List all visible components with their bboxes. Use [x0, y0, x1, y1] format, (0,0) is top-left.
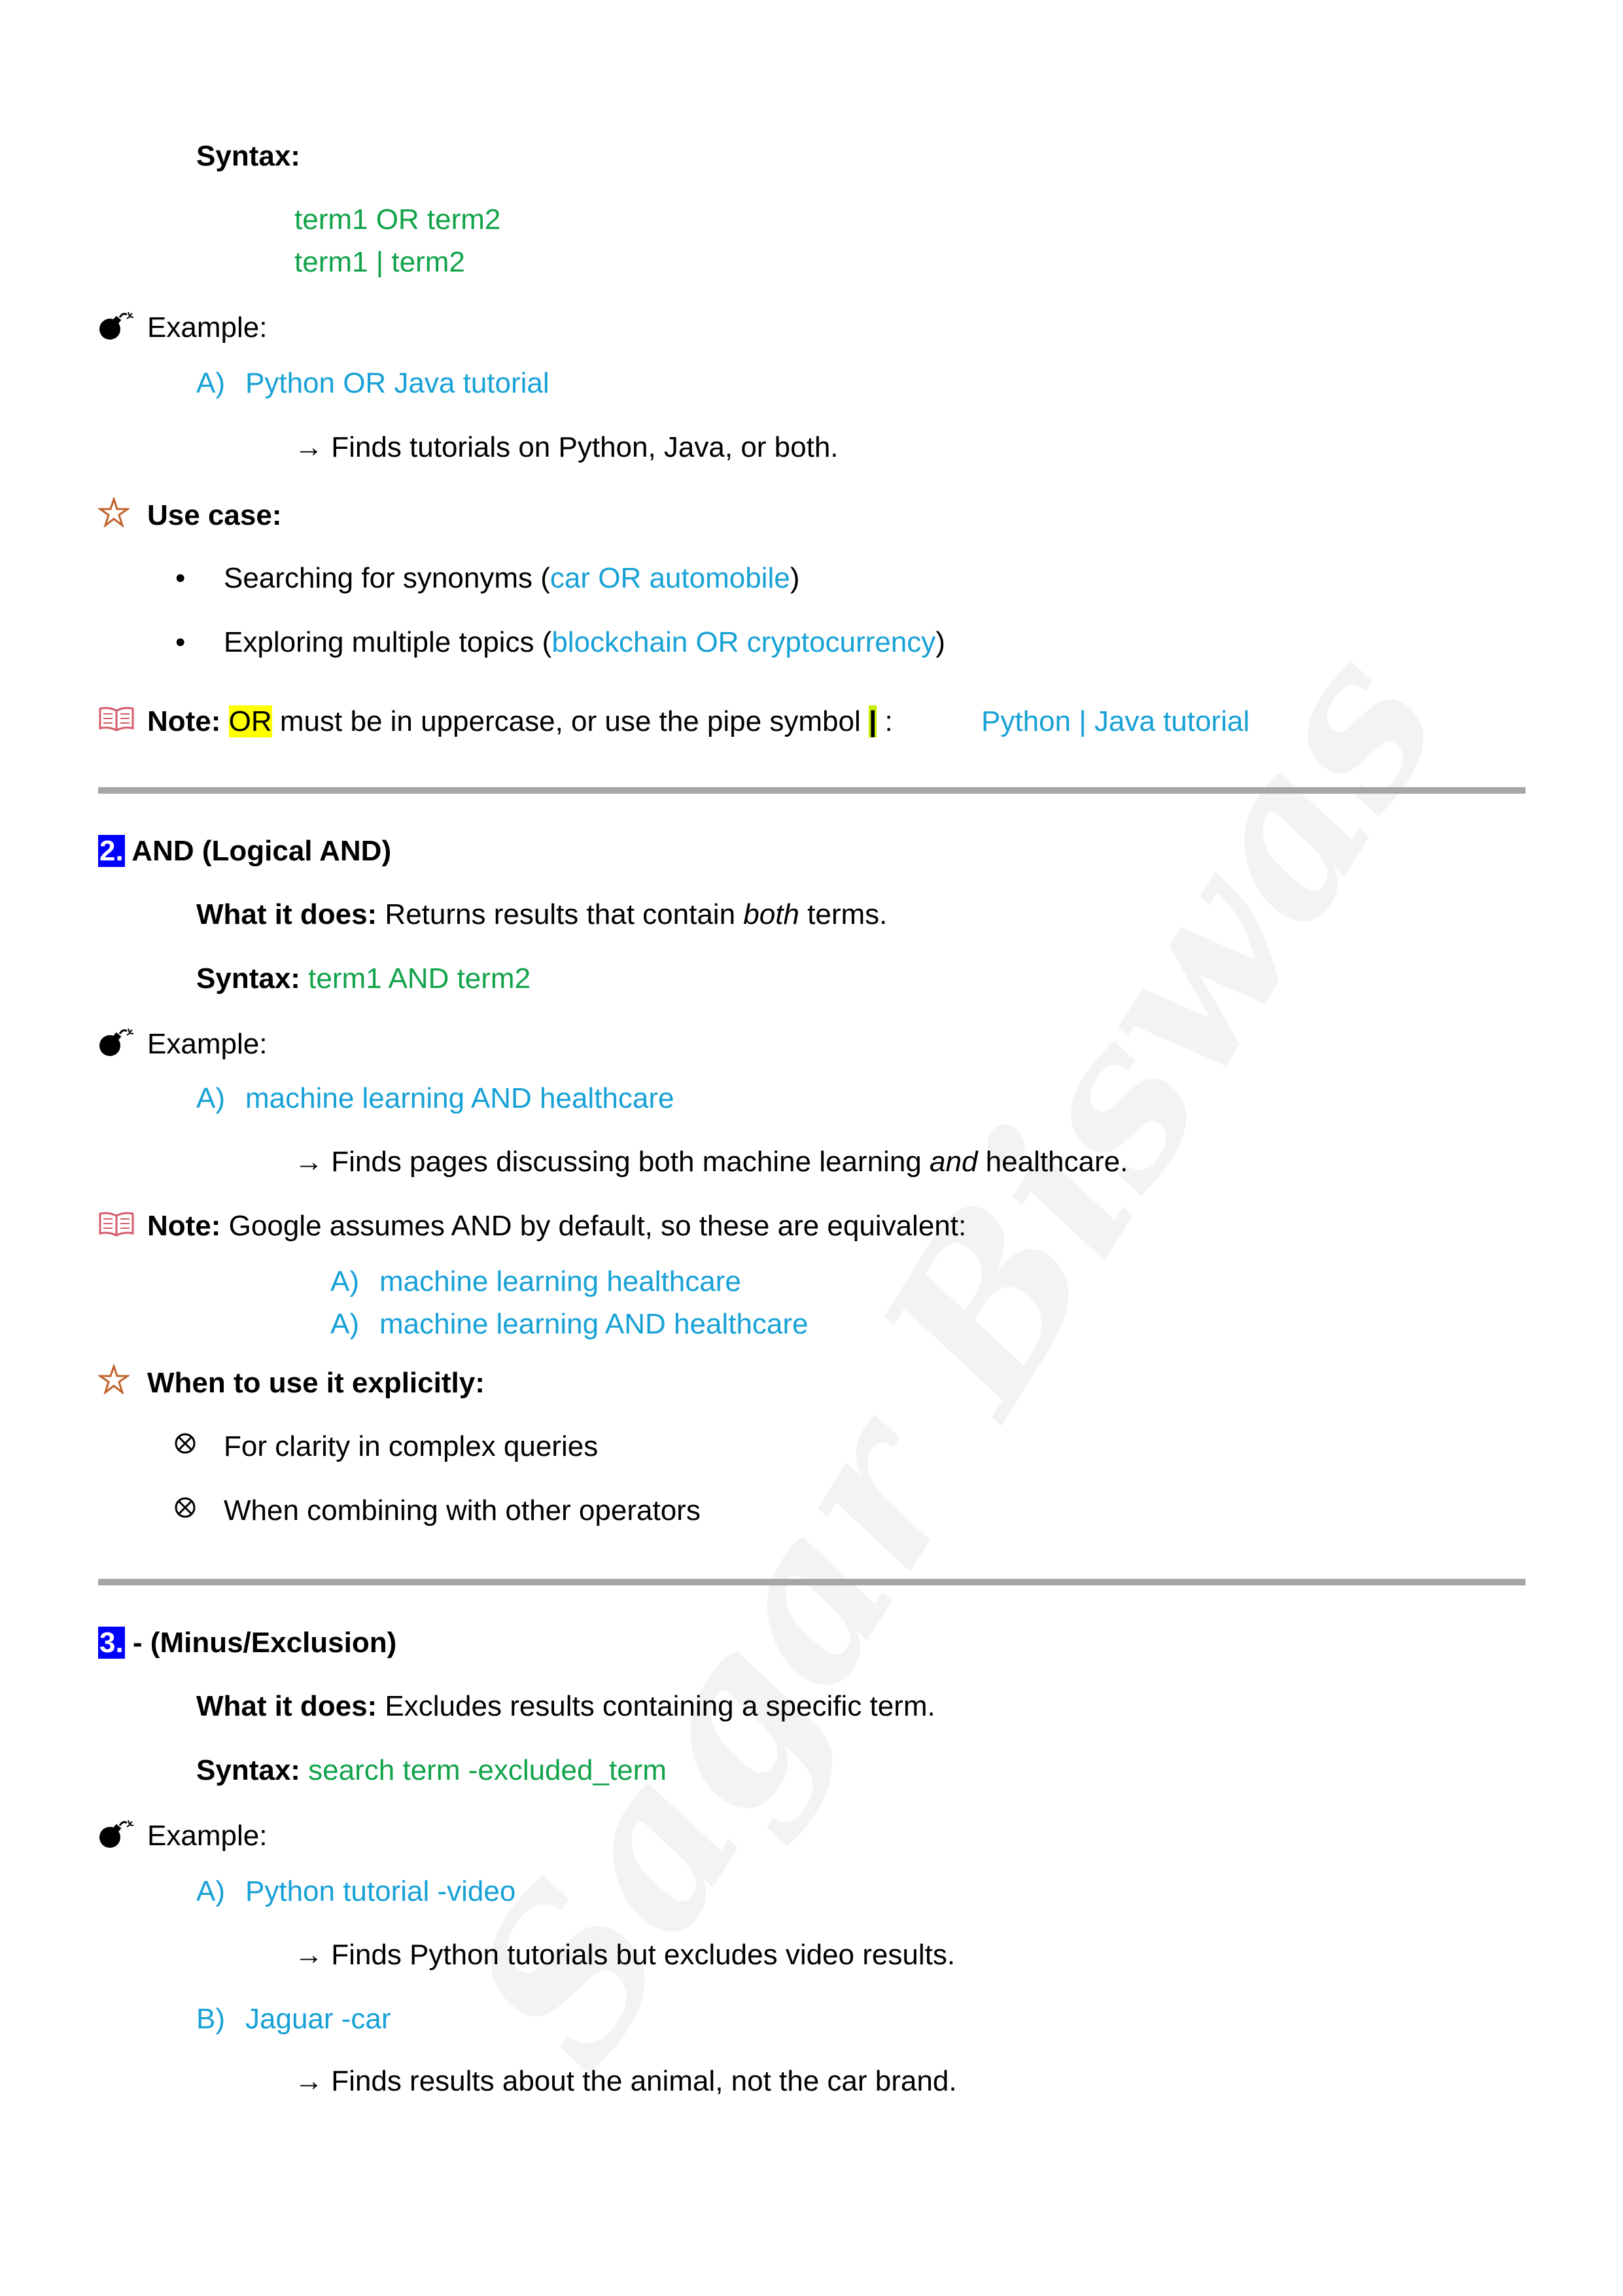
minus-heading: 3. - (Minus/Exclusion) — [99, 1627, 397, 1659]
or-syntax-label: Syntax: — [196, 140, 300, 172]
open-book-icon — [98, 705, 135, 732]
minus-example-result-2: → Finds results about the animal, not the car brand. — [294, 2065, 957, 2097]
minus-example-marker-1: A) — [196, 1875, 225, 1907]
minus-what-it-does: What it does: Excludes results containing a specific term. — [196, 1690, 935, 1722]
circled-times-icon — [173, 1496, 197, 1519]
and-example-query: machine learning AND healthcare — [245, 1082, 674, 1114]
open-book-icon — [98, 1210, 135, 1237]
and-when-item-1: For clarity in complex queries — [224, 1430, 599, 1462]
or-syntax-line-2: term1 | term2 — [294, 246, 465, 278]
minus-syntax: Syntax: search term -excluded_term — [196, 1754, 667, 1786]
bullet-dot-2: • — [175, 626, 186, 658]
and-note: Note: Google assumes AND by default, so these are equivalent: — [147, 1210, 967, 1242]
use-case-item-1: Searching for synonyms (car OR automobile) — [224, 562, 800, 594]
section-divider-1 — [98, 787, 1526, 794]
or-syntax-line-1: term1 OR term2 — [294, 203, 501, 236]
star-icon — [98, 1364, 130, 1394]
and-what-it-does: What it does: Returns results that contain both terms. — [196, 898, 888, 930]
and-equivalent-query-1: machine learning healthcare — [379, 1265, 741, 1298]
section-divider-2 — [98, 1579, 1526, 1585]
and-heading: 2. AND (Logical AND) — [99, 835, 392, 867]
or-example-marker: A) — [196, 367, 225, 399]
minus-example-marker-2: B) — [196, 2003, 225, 2035]
minus-example-query-1: Python tutorial -video — [245, 1875, 516, 1907]
use-case-item-2: Exploring multiple topics (blockchain OR cryptocurrency) — [224, 626, 945, 658]
circled-times-icon — [173, 1432, 197, 1455]
minus-example-label: Example: — [147, 1820, 268, 1852]
minus-example-query-2: Jaguar -car — [245, 2003, 391, 2035]
or-example-label: Example: — [147, 311, 268, 344]
watermark — [421, 607, 1488, 2106]
bullet-dot-1: • — [175, 562, 186, 594]
or-note-query: Python | Java tutorial — [981, 705, 1250, 737]
and-example-result: → Finds pages discussing both machine learning and healthcare. — [294, 1146, 1128, 1178]
and-example-marker: A) — [196, 1082, 225, 1114]
bomb-icon — [98, 1819, 135, 1849]
bomb-icon — [98, 1027, 135, 1057]
and-equivalent-query-2: machine learning AND healthcare — [379, 1308, 809, 1340]
and-when-label: When to use it explicitly: — [147, 1367, 485, 1399]
minus-example-result-1: → Finds Python tutorials but excludes video results. — [294, 1939, 956, 1971]
and-equivalent-marker-1: A) — [330, 1265, 359, 1298]
or-note: Note: OR must be in uppercase, or use the pipe symbol | : — [147, 705, 893, 737]
and-syntax: Syntax: term1 AND term2 — [196, 963, 531, 995]
or-use-case-label: Use case: — [147, 499, 282, 531]
star-icon — [98, 497, 130, 527]
bomb-icon — [98, 311, 135, 341]
or-example-result: → Finds tutorials on Python, Java, or both. — [294, 431, 839, 463]
and-when-item-2: When combining with other operators — [224, 1494, 701, 1527]
and-example-label: Example: — [147, 1028, 268, 1060]
or-example-query: Python OR Java tutorial — [245, 367, 550, 399]
and-equivalent-marker-2: A) — [330, 1308, 359, 1340]
